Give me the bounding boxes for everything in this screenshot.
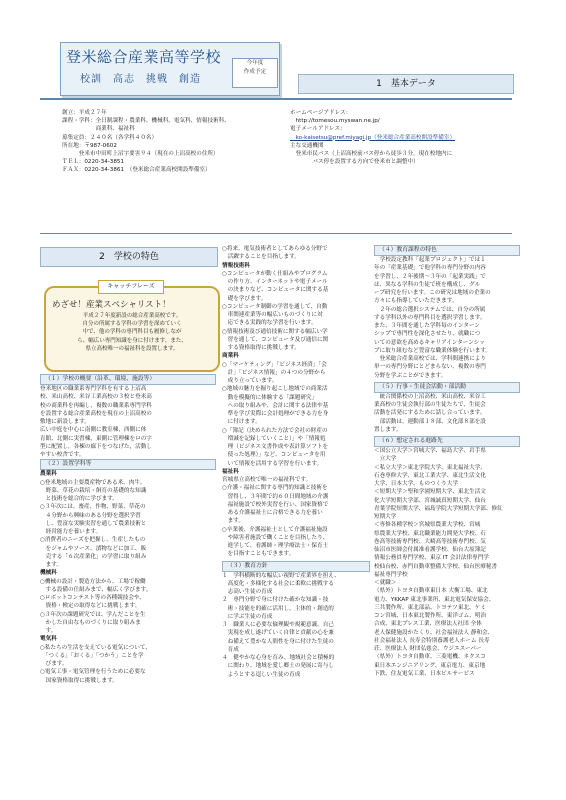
text-line: やすい校舎です。 (40, 452, 85, 458)
text-line: の作り方、インターネットや電子メール (222, 279, 328, 285)
text-line: ３ 職業人に必要な倫理観や規範意識、自己 (222, 622, 334, 628)
text-line: する設備の仕組みまで、幅広く学びます。 (40, 586, 152, 593)
text-line: 登米総合産業高校では、学科間連携により (374, 356, 486, 362)
text-line: 単一の専門分野にとどまらない、複数の専門 (374, 364, 486, 371)
text-line: ○コンピュータ制御の学習を通して、自動 (222, 303, 328, 310)
column-2 (222, 245, 370, 679)
catchphrase-headline: めざせ！産業スペシャリスト！ (52, 300, 171, 310)
text-line: ２年の総合選択システムでは、自分の所属 (374, 306, 486, 313)
text-line: ようとする逞しい生徒の育成 (222, 671, 301, 678)
text-line: 電力、YKKAP 東北事業所、東北電気保安協会、 (374, 596, 495, 603)
text-line: 応できる実践的な学習を行います。 (222, 320, 317, 327)
text-line: ○機械の設計・製造方法から、工場で稼働 (40, 578, 146, 585)
text-line: 志高い生徒の育成 (222, 589, 273, 595)
text-line: 育成 (222, 646, 239, 653)
text-line: 資格・検定の取得などに挑戦します。 (40, 603, 141, 610)
email-link[interactable]: ko-kaisetsu@pref.miyagi.jp（登米総合産業高校開設準備室） (290, 134, 456, 141)
subsection-heading: （６）想定される進路先 (374, 436, 520, 447)
text-line: 習を通して、コンピュータ及び通信に関 (222, 336, 329, 343)
text-line: ○ロボットコンテスト等の各種競技会や、 (40, 595, 146, 601)
text-line: いて情報を活用する学習を行います。 (222, 460, 323, 467)
text-line: 宮城県立高校で唯一の福祉科です。 (222, 477, 312, 483)
text-line: は、異なる学科の生徒で班を構成し、グル (374, 281, 481, 288)
text-line: 野菜、草花の栽培・飼育の基礎的な知識 (40, 487, 147, 494)
text-line: ○地域の魅力を掘り起こし地域での商業活 (222, 386, 328, 393)
text-line: 化大学短期大学部、宮城誠真短期大学、仙台 (374, 497, 486, 504)
text-line: 大学、日本大学、ものつくり大学 (374, 481, 458, 487)
text-line: プに取り組むなど豊富な職業体験を行います。 (374, 347, 492, 354)
text-line: 増減を記録していくこと）」や「情報処 (222, 435, 326, 442)
text-line: びます。 (40, 661, 68, 667)
text-line: 売する「６次産業化」の学習に取り組み (40, 553, 147, 560)
text-line: と技術を総合的に学びます。 (40, 496, 118, 502)
text-line: 立大学 (374, 456, 397, 463)
text-line: 県農業大学校、東北職業能力開発大学校、石 (374, 530, 486, 537)
text-line: 敷地に新設します。 (40, 419, 90, 425)
basic-line: 課程・学科：全日制課程・農業科、機械科、電気科、情報技術科、 (62, 118, 230, 125)
text-line: 広い中庭を中心に南側に教室棟，西側に体 (40, 427, 147, 434)
school-name: 登米総合産業高等学校 (66, 48, 222, 66)
section-divider (40, 233, 512, 234)
text-line: 術・技能を的確に活用し、主体的・創造的 (222, 605, 334, 612)
catch-line: 中で、他の学科の専門科目も履修しなが (82, 329, 182, 336)
badge-line2: 作成予定 (243, 69, 267, 75)
basic-line: 登米市中田町上沼字要害９４（現在の上沼高校の住所） (62, 151, 219, 158)
text-line: ○コンピュータが動く仕組みやプログラム (222, 270, 328, 277)
text-line: 校仙台校、赤門自動車整備大学校、仙台医療秘書 (374, 563, 498, 570)
text-line: 置します。 (374, 426, 402, 433)
header-divider (40, 98, 512, 100)
basic-line: 創立：平成２７年 (62, 110, 107, 116)
text-line: ○情報技術及び通信技術に関する幅広い学 (222, 328, 328, 335)
basic-line: 所在地：〒987-0602 (62, 142, 117, 149)
text-line: 方々にも指導していただきます。 (374, 298, 458, 305)
text-line: 校の商業科を再編し，複数の職業系専門学科 (40, 402, 152, 409)
subsection-heading: （４）教育課程の特色 (374, 245, 520, 256)
dept-title: 農業科 (40, 471, 57, 478)
text-line: （県外）トヨタ自動車東日本 大衡工場、東北 (374, 588, 488, 595)
catch-line: 県立高校唯一の福祉科を設置します。 (85, 345, 179, 352)
text-line: 仙沼市医師会付属准看護学校、仙台大原簿記 (374, 547, 486, 553)
catch-line: 平成２７年度新設の総合産業高校です。 (82, 313, 182, 319)
text-line: 活躍することを目指します。 (222, 254, 300, 261)
column-1 (40, 374, 216, 685)
text-line: ○電気工事・電気管理を行うために必要な (40, 669, 146, 676)
basic-line: 電子メールアドレス： (290, 126, 346, 133)
text-line: ね備えて豊かな人間性を身に付けた生徒の (222, 638, 334, 645)
text-line: 青葉学院短期大学、福島学院大学短期大学部、修紅 (374, 505, 503, 512)
text-line: する学科以外の専門科目を選択学習します。 (374, 314, 486, 321)
text-line: １ 学科横断的な幅広い視野で産業界を担え、 (222, 572, 340, 579)
text-line: ○「マーケティング」「ビジネス経済」「会 (222, 361, 327, 368)
text-line: ○３年次の課題研究では、学んだことを生 (40, 611, 146, 618)
text-line: 準を学び実際に会計処理ができる力を身 (222, 411, 329, 417)
text-line: し、豊富な実験実習を通して農業技術と (40, 520, 147, 527)
text-line: ＜専修各種学校＞宮城県農業大学校、宮城 (374, 522, 481, 529)
text-line: ＜就職＞ (374, 580, 397, 586)
text-line: ４分野から興味のある分野を選択学習 (40, 512, 141, 519)
text-line: を目指すこともできます。 (222, 551, 295, 558)
text-line: ＜短期大学＞聖和学園短期大学、東北生活文 (374, 489, 486, 496)
text-line: 巻高等技術専門校、大崎高等技術専門校、気 (374, 538, 486, 545)
text-line: 習得し、３年間で約６０日間地域の介護 (222, 493, 329, 500)
text-line: （県外）トヨタ自動車、三菱電機、ネクスコ (374, 654, 486, 661)
text-line: に関わり、地域を愛し郷土の発展に寄与し (222, 663, 334, 670)
subsection-heading: （２）設置学科等 (40, 459, 216, 470)
basic-line: ＴＥＬ：0220-34-3851 (62, 159, 125, 166)
text-line: ○卒業後、介護福祉士として介護福祉施設 (222, 526, 328, 533)
text-line: ４ 健やかな心身を育み、地域社会と積極的 (222, 655, 335, 661)
text-line: 石巻専修大学、東北工業大学、東北生活文化 (374, 472, 486, 479)
basic-line: ホームページアドレス： (290, 110, 352, 116)
text-line: 下鉄、住友電気工業、日本ピルサービス (374, 670, 475, 677)
subsection-heading: （１）学校の概要（沿革、環境、施設等） (40, 374, 216, 385)
basic-line: 登米市民バス（上沼高校前バス停から徒歩３分，現在校地内に (290, 151, 453, 158)
basic-line: 商業科、福祉科 (62, 126, 135, 133)
text-line: 福祉専門学校 (374, 571, 408, 578)
text-line: 東日本エンジニアリング、東京電力、東京地 (374, 662, 486, 669)
dept-title: 福祉科 (222, 468, 239, 475)
text-line: の決まりなど、コンピュータに関する基 (222, 287, 329, 294)
text-line: ○将来、電気技術者としてあらゆる分野で (222, 246, 328, 252)
dept-title: 機械科 (40, 570, 57, 577)
text-line: 育館、北側に実習棟，東側に管理棟をロの字 (40, 435, 152, 442)
text-line: いての意欲を高めるキャリアインターンシッ (374, 339, 485, 346)
catchphrase-text (52, 312, 212, 353)
text-line: に学ぶ生徒の育成 (222, 613, 273, 620)
catch-line: ら、幅広い専門知識を身に付けます。また、 (77, 337, 187, 344)
text-line: 礎を学びます。 (222, 295, 267, 302)
dept-title: 電気科 (40, 636, 57, 643)
text-line: 校、米山高校、米谷工業高校の３校と登米高 (40, 394, 152, 401)
text-line: ○私たちの生活を支えている電気について、 (40, 644, 151, 651)
text-line: 進学して、看護師・理学療法士・保育士 (222, 543, 329, 549)
text-line: コン宮城、日本東北製作所、東洋ゴム、明治 (374, 613, 487, 619)
text-line: をジャムやソース、漬物などに加工、販 (40, 545, 147, 552)
text-line: ある介護福祉士に合格できる力を養い (222, 510, 323, 516)
text-line: ＜私立大学＞東北学院大学、東北福祉大学、 (374, 464, 486, 471)
catch-line: 自分の所属する学科の学習を深めていく (82, 321, 182, 328)
text-line: ○介護・福祉に関する専門的知識と技術を (222, 485, 328, 492)
catchphrase-label: キャッチフレーズ (98, 280, 164, 294)
text-line: 短期大学 (374, 514, 397, 520)
subsection-heading: （３）教育方針 (222, 561, 370, 572)
text-line: シップで専門性を深化させたり、就職につ (374, 331, 481, 338)
text-line: 車関連産業等の幅広いものづくりに対 (222, 312, 323, 318)
text-line: 高度化・多様化する社会に柔軟に挑戦する (222, 580, 334, 587)
dept-title: 情報技術科 (222, 262, 250, 269)
text-line: 情報公務員専門学校、東京 IT 会計法律専門学 (374, 555, 489, 562)
text-line: 登米地区の職業系専門学科を有する上沼高 (40, 386, 147, 392)
text-line: また、３年間を通した学科毎のインターン (374, 323, 480, 329)
text-line: ます。 (222, 518, 244, 525)
overview-text (40, 385, 216, 459)
text-line: 荘、医療法人 財団弘慈会、ウジエスーパー (374, 646, 482, 652)
text-line: ープ研究を行います。この研究は地域の企業の (374, 290, 491, 296)
text-line: に付けます。 (222, 419, 261, 426)
text-line: 分野を学ぶことができます。 (374, 372, 447, 379)
text-line: 業高校の生徒会執行部の生徒たちで、生徒会 (374, 402, 486, 408)
basic-data-left (62, 109, 302, 175)
dept-title: 商業科 (222, 353, 239, 360)
text-line: 経営能力を養います。 (40, 529, 102, 535)
section1-title: 1 基本データ (298, 74, 514, 94)
text-line: ２ 専門分野で身に付けた確かな知識・技 (222, 597, 329, 604)
text-line: 活動を活発にするために話し合っています。 (374, 410, 486, 417)
text-line: 「つくる」「おくる」「つかう」ことを学 (40, 652, 144, 659)
text-line: 合成、東北プレス工業、医療法人社団 全体 (374, 621, 482, 628)
text-line: 使った処理）」など、コンピュータを用 (222, 452, 326, 459)
basic-data-right (290, 109, 512, 166)
text-line: 老人保健施設かたくり、社会福祉法人 静和会、 (374, 629, 494, 636)
text-line: 部活動は、運動部１８部、文化部８部を設 (374, 418, 486, 425)
text-line: ○「簿記（決められた方法で会社の財産の (222, 427, 328, 434)
text-line: 国家資格取得に挑戦します。 (40, 677, 118, 684)
badge-line1: 今年度 (246, 60, 264, 66)
text-line: 動を模擬的に体験する「課題研究」 (222, 394, 318, 401)
basic-line: 主な交通機関 (290, 142, 324, 149)
text-line: 社会福祉法人 長寿会特別養護老人ホーム 長寿 (374, 637, 490, 644)
text-line: 成り立っています。 (222, 378, 278, 384)
text-line: ＜国公立大学＞宮城大学、福島大学、岩手県 (374, 448, 486, 454)
text-line: 計」「ビジネス情報」の４つの分野から (222, 369, 326, 376)
text-line: 型に配置し，各棟の廊下をつなげた，活動し (40, 443, 152, 450)
text-line: ○３年次には、畜産、作物、野菜、草花の (40, 504, 146, 511)
text-line: 年の「産業基礎」で他学科の専門分野の内容 (374, 265, 486, 272)
text-line: 理（ビジネス文書作成や表計算ソフトを (222, 444, 329, 450)
badge (232, 58, 278, 88)
basic-line: ＦＡＸ：0220-34-3861 （登米総合産業高校開設準備室） (62, 167, 211, 174)
homepage-url[interactable]: http://tomesou.myswan.ne.jp/ (290, 118, 380, 125)
text-line: 学校設定教科「起業プロジェクト」では１ (374, 257, 486, 263)
section2-title: 2 学校の特色 (40, 247, 218, 267)
text-line: 三共製作所、東北部品、トヨテツ東北、ケミ (374, 604, 486, 611)
text-line: ○消費者のニーズを把握し、生産したもの (40, 537, 146, 544)
text-line: を学習し、２年後期～３年の「起業実践」で (374, 273, 486, 280)
text-line: を設置する総合産業高校を現在の上沼高校の (40, 410, 152, 417)
school-motto: 校訓 高志 挑戦 創造 (80, 74, 201, 85)
text-line: ○登米地域の主要農産物である米、肉牛、 (40, 479, 146, 486)
column-3 (374, 245, 520, 678)
text-line: す。 (40, 628, 57, 634)
text-line: する資格取得に挑戦します。 (222, 345, 300, 351)
text-line: 福祉施設で校外実習を行い、国家資格で (222, 501, 329, 508)
basic-line: 募集定員：２４０名（各学科４０名） (62, 134, 158, 141)
basic-line: バス停を設置する方向で登米市と調整中） (290, 159, 419, 166)
text-line: 統合関係校の上沼高校、米山高校、米谷工 (374, 393, 486, 400)
text-line: 実現を成し遂げていく自律と貢献の心を兼 (222, 630, 334, 637)
text-line: への取り組みや、会計に関する法律や基 (222, 402, 329, 409)
text-line: や障害者施設で働くことを目指したり、 (222, 534, 329, 541)
subsection-heading: （５）行事・生徒会活動・部活動 (374, 382, 520, 393)
text-line: ます。 (40, 562, 62, 568)
text-line: かした自由なものづくりに取り組みま (40, 619, 141, 626)
